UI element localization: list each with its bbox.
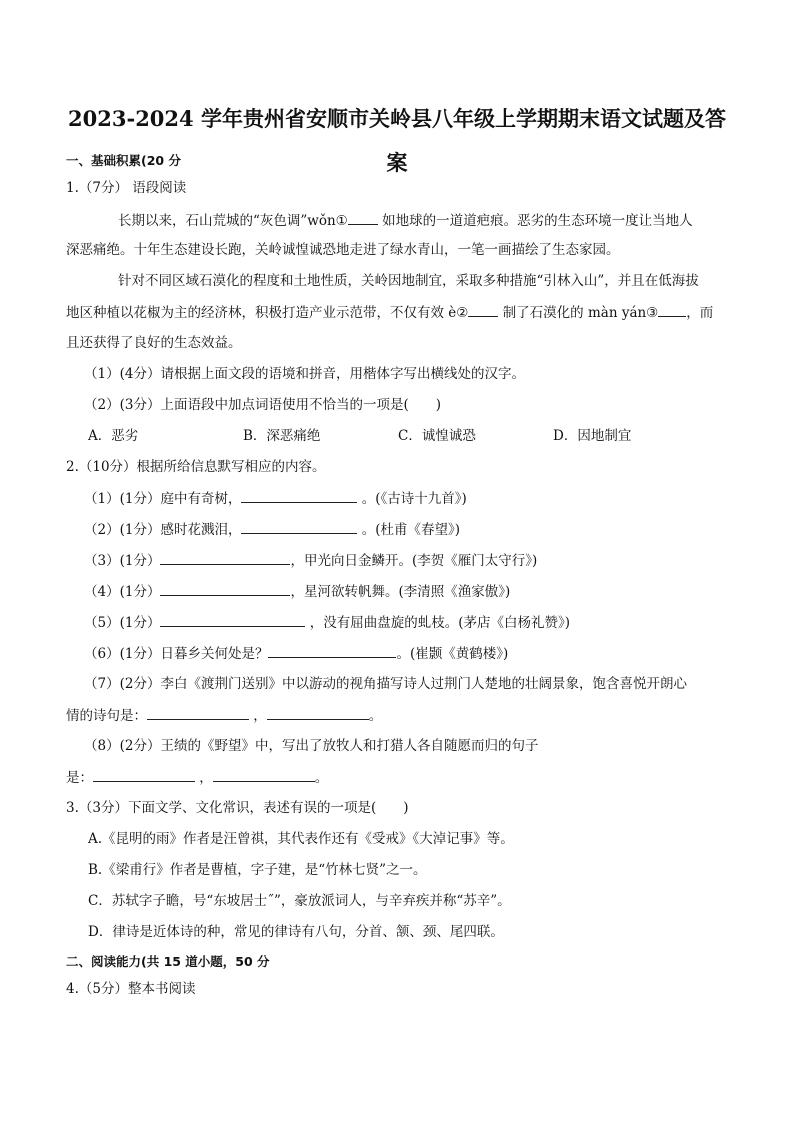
q2-item-4: [84, 581, 510, 602]
q2-text: （4）(1分）: [84, 584, 161, 600]
q2-text: 。: [314, 770, 329, 786]
q2-text: ，甲光向日金鳞开。(李贺《雁门太守行》): [290, 553, 538, 569]
q2-text: 。: [368, 708, 383, 724]
q2-item-2: [84, 519, 460, 540]
q2-item-3: [84, 550, 537, 571]
q2-text: ，星河欲转帆舞。(李清照《渔家傲》): [290, 584, 511, 600]
title-line-1: 2023-2024 学年贵州省安顺市关岭县八年级上学期期末语文试题及答: [68, 106, 726, 131]
answer-blank[interactable]: [147, 705, 249, 720]
q2-item-6: [84, 643, 508, 664]
answer-blank[interactable]: [160, 612, 305, 627]
answer-blank[interactable]: [160, 550, 290, 565]
q1-text: 如地球的一道道疤痕。恶劣的生态环境一度让当地人: [382, 213, 693, 229]
q3-option-c[interactable]: C．苏轼字子瞻，号“东坡居士˝”，豪放派词人，与辛弃疾并称“苏辛”。: [88, 893, 511, 909]
answer-blank[interactable]: [241, 519, 357, 534]
section-heading-1: 一、基础积累(20 分: [66, 153, 181, 168]
answer-blank[interactable]: [93, 767, 195, 782]
answer-blank[interactable]: [468, 302, 498, 317]
answer-blank[interactable]: [213, 767, 315, 782]
option-b[interactable]: B．深恶痛绝: [243, 428, 321, 444]
q1-subquestion-1: （1）(4分）请根据上面文段的语境和拼音，用楷体字写出横线处的汉字。: [84, 366, 525, 382]
q2-item-8: （8）(2分）王绩的《野望》中，写出了放牧人和打猎人各自随愿而归的句子: [84, 738, 539, 754]
answer-blank[interactable]: [267, 705, 369, 720]
q1-paragraph-line: 针对不同区域石漠化的程度和土地性质，关岭因地制宜，采取多种措施“引林入山”，并且在低海拔: [118, 273, 699, 289]
q2-text: （3）(1分）: [84, 553, 161, 569]
q1-heading: 1.（7分） 语段阅读: [66, 180, 187, 196]
q1-text: 地区种植以花椒为主的经济林，积极打造产业示范带，不仅有效 è②: [66, 305, 469, 321]
q1-paragraph-line: [118, 210, 693, 231]
q2-item-5: [84, 612, 570, 633]
q2-text: 。(崔颢《黄鹤楼》): [396, 646, 509, 662]
q1-paragraph-line: [66, 302, 713, 323]
q3-heading: 3.（3分）下面文学、文化常识，表述有误的一项是( ): [66, 800, 409, 816]
q2-text: 是：: [66, 770, 93, 786]
option-a[interactable]: A．恶劣: [88, 428, 139, 444]
q2-text: （1）(1分）庭中有奇树，: [84, 491, 242, 507]
q2-text: （5）(1分）: [84, 615, 161, 631]
q3-option-d[interactable]: D．律诗是近体诗的种，常见的律诗有八句，分首、颔、颈、尾四联。: [88, 924, 504, 940]
option-c[interactable]: C．诚惶诚恐: [398, 428, 476, 444]
option-d[interactable]: D．因地制宜: [553, 428, 632, 444]
q1-text: ，而: [686, 305, 714, 321]
q2-item-7-cont: [66, 705, 382, 726]
q1-text: 长期以来，石山荒城的“灰色调”wǒn①: [118, 213, 348, 229]
q4-heading: 4.（5分）整本书阅读: [66, 981, 196, 997]
q2-text: （2）(1分）感时花溅泪，: [84, 522, 242, 538]
q1-paragraph-line: 且还获得了良好的生态效益。: [66, 335, 242, 351]
answer-blank[interactable]: [268, 643, 396, 658]
answer-blank[interactable]: [348, 210, 378, 225]
q2-text: （6）(1分）日暮乡关何处是？: [84, 646, 269, 662]
q2-item-1: [84, 488, 467, 509]
q3-option-a[interactable]: A.《昆明的雨》作者是汪曾祺，其代表作还有《受戒》《大淖记事》等。: [88, 831, 514, 847]
q2-item-7: （7）(2分）李白《渡荆门送别》中以游动的视角描写诗人过荆门人楚地的壮阔景象，饱含喜悦开朗心: [84, 676, 687, 692]
q2-text: 情的诗句是：: [66, 708, 147, 724]
q1-subquestion-2: （2）(3分）上面语段中加点词语使用不恰当的一项是( ): [84, 397, 441, 413]
q2-heading: 2.（10分）根据所给信息默写相应的内容。: [66, 459, 326, 475]
title-line-2: 案: [386, 150, 408, 175]
answer-blank[interactable]: [658, 302, 686, 317]
q2-text: ，: [199, 770, 213, 786]
q2-text: 。(杜甫《春望》): [361, 522, 461, 538]
answer-blank[interactable]: [241, 488, 357, 503]
q2-text: ，没有屈曲盘旋的虬枝。(茅店《白杨礼赞》): [309, 615, 571, 631]
q1-text: 制了石漠化的 màn yán③: [502, 305, 659, 321]
answer-blank[interactable]: [160, 581, 290, 596]
section-heading-2: 二、阅读能力(共 15 道小题，50 分: [66, 954, 270, 969]
q2-text: 。(《古诗十九首》): [361, 491, 467, 507]
q2-item-8-cont: [66, 767, 328, 788]
q2-text: ，: [253, 708, 267, 724]
q3-option-b[interactable]: B.《梁甫行》作者是曹植，字子建，是“竹林七贤”之一。: [88, 862, 427, 878]
q1-paragraph-line: 深恶痛绝。十年生态建设长跑，关岭诚惶诚恐地走进了绿水青山，一笔一画描绘了生态家园。: [66, 242, 620, 258]
page-title: [60, 97, 734, 185]
